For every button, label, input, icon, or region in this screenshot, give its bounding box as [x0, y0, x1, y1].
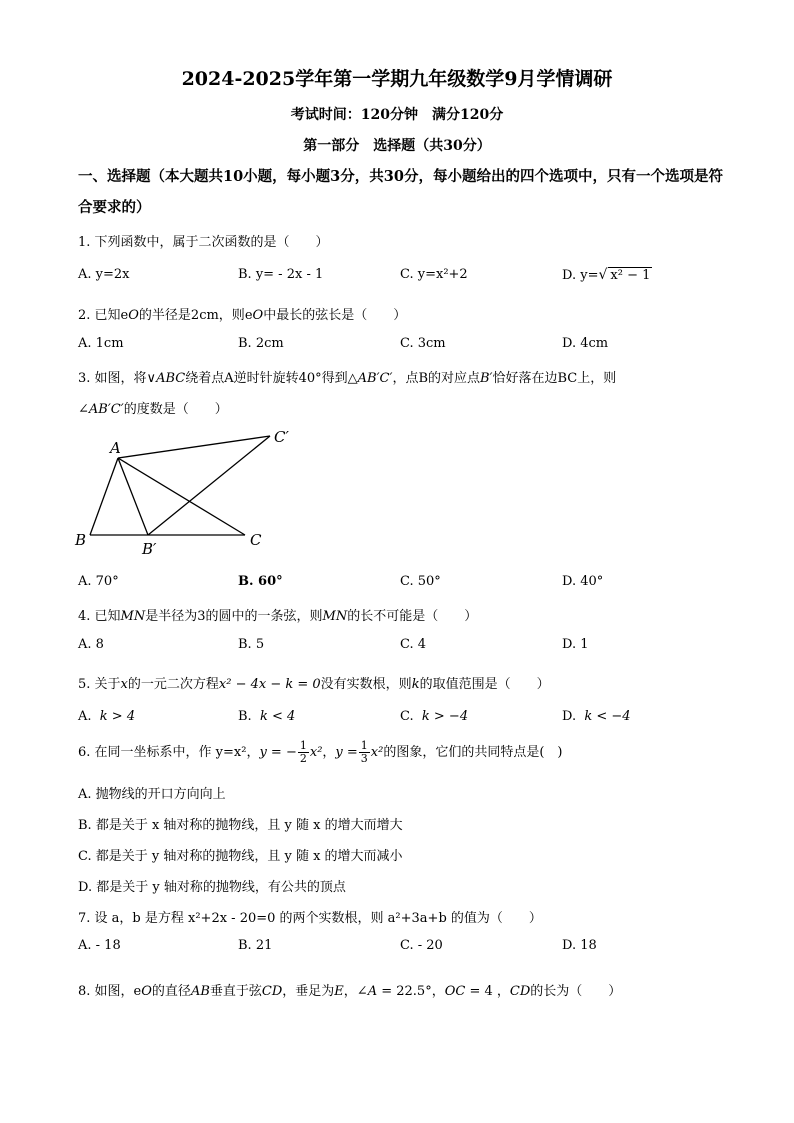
- segment-ac: [118, 458, 245, 535]
- q8-stem-part: 的长为（ ）: [530, 984, 622, 999]
- q4-option-b: B. 5: [238, 637, 265, 652]
- q7-stem: 7. 设 a，b 是方程 x²+2x - 20=0 的两个实数根，则 a²+3a+b 的值为（ ）: [78, 911, 542, 926]
- q5-stem-part: 没有实数根，则: [320, 677, 412, 692]
- q4-stem-part: 4. 已知: [78, 609, 121, 624]
- q4-stem: [78, 605, 477, 624]
- q7-option-b: B. 21: [238, 938, 273, 953]
- q1-stem: 1. 下列函数中，属于二次函数的是（ ）: [78, 235, 329, 250]
- q8-stem: [78, 980, 621, 999]
- label-a: A: [110, 439, 121, 457]
- q1-option-a: A. y=2x: [78, 267, 130, 282]
- q6-stem: [78, 740, 563, 765]
- q6-option-a: A. 抛物线的开口方向向上: [78, 787, 226, 802]
- label-b-prime: B′: [142, 540, 157, 558]
- page-title: 2024-2025学年第一学期九年级数学9月学情调研: [181, 68, 613, 90]
- math-b-prime: B′: [480, 371, 493, 386]
- segment-ab: [90, 458, 118, 535]
- q2-stem: [78, 304, 406, 323]
- q2-option-c: C. 3cm: [400, 336, 446, 351]
- q3-option-c: C. 50°: [400, 574, 441, 589]
- circle-symbol: e: [120, 308, 129, 323]
- fraction-denominator: 2: [299, 752, 307, 765]
- q3-stem-part: 3. 如图，将∨: [78, 371, 157, 386]
- q7-option-d: D. 18: [562, 938, 597, 953]
- q6-option-b: B. 都是关于 x 轴对称的抛物线，且 y 随 x 的增大而增大: [78, 818, 403, 833]
- q2-option-b: B. 2cm: [238, 336, 284, 351]
- math-cd: CD: [261, 984, 283, 999]
- q8-stem-part: 的直径: [151, 984, 191, 999]
- q3-stem-part: ∠: [78, 402, 89, 417]
- q3-option-d: D. 40°: [562, 574, 604, 589]
- fraction-one-half: [298, 740, 309, 765]
- q4-option-c: C. 4: [400, 637, 427, 652]
- q1-option-d: D. y=√ x² − 1: [562, 267, 651, 283]
- q1-option-d-radicand: x² − 1: [610, 268, 651, 283]
- q3-option-a: A. 70°: [78, 574, 119, 589]
- label-c: C: [250, 531, 262, 549]
- q3-stem-part: 的度数是（ ）: [123, 402, 228, 417]
- option-letter: C.: [400, 709, 414, 724]
- separator: ，: [322, 745, 336, 760]
- q8-stem-part: = 22.5°，: [377, 984, 445, 999]
- q3-stem-part: 绕着点A逆时针旋转40°得到△: [185, 371, 358, 386]
- label-b: B: [75, 531, 87, 549]
- math-mn: MN: [322, 609, 348, 624]
- math-oc: OC: [444, 984, 466, 999]
- math-o: O: [252, 308, 264, 323]
- math-expr: x²: [370, 745, 384, 760]
- q2-stem-part: 的半径是2cm，则: [138, 308, 245, 323]
- q3-option-b: B. 60°: [238, 574, 283, 589]
- fraction-numerator: 1: [360, 739, 368, 752]
- q2-stem-part: 2. 已知: [78, 308, 121, 323]
- circle-symbol: e: [244, 308, 253, 323]
- q2-stem-part: 中最长的弦长是（ ）: [263, 308, 407, 323]
- q5-stem: [78, 673, 550, 692]
- fraction-denominator: 3: [360, 752, 368, 765]
- q6-option-c: C. 都是关于 y 轴对称的抛物线，且 y 随 x 的增大而减小: [78, 849, 403, 864]
- math-expr: x²: [309, 745, 323, 760]
- q2-option-d: D. 4cm: [562, 336, 609, 351]
- q3-stem-line2: [78, 398, 228, 417]
- q7-option-a: A. - 18: [78, 938, 121, 953]
- math-e: E: [334, 984, 344, 999]
- q3-figure: [70, 420, 300, 560]
- option-expression: k > −4: [421, 709, 469, 724]
- q1-option-d-prefix: D. y=: [562, 268, 599, 283]
- option-expression: k < −4: [584, 709, 631, 724]
- segment-ab-prime: [118, 458, 148, 535]
- option-expression: k > 4: [99, 709, 136, 724]
- option-letter: B.: [238, 709, 252, 724]
- q5-option-c: [400, 709, 468, 724]
- q6-stem-part: 的图象，它们的共同特点是( ): [383, 745, 563, 760]
- q4-stem-part: 是半径为3的圆中的一条弦，则: [145, 609, 323, 624]
- q6-option-d: D. 都是关于 y 轴对称的抛物线，有公共的顶点: [78, 880, 346, 895]
- option-letter: A.: [78, 709, 92, 724]
- math-k: k: [411, 677, 420, 692]
- math-equation: x² − 4x − k = 0: [218, 677, 321, 692]
- q8-stem-part: ，垂足为: [282, 984, 335, 999]
- math-expr: y =: [335, 745, 358, 760]
- q8-stem-part: ，∠: [343, 984, 368, 999]
- exam-info: 考试时间：120分钟 满分120分: [290, 107, 504, 123]
- q5-option-d: [562, 709, 631, 724]
- q1-option-c: C. y=x²+2: [400, 267, 468, 282]
- q5-option-a: [78, 709, 135, 724]
- math-mn: MN: [120, 609, 146, 624]
- q4-option-d: D. 1: [562, 637, 589, 652]
- q4-option-a: A. 8: [78, 637, 104, 652]
- math-expr: y = −: [259, 745, 297, 760]
- q5-stem-part: 的一元二次方程: [127, 677, 219, 692]
- math-angle: AB′C′: [88, 402, 124, 417]
- q6-stem-part: 6. 在同一坐标系中，作 y=x²，: [78, 745, 260, 760]
- math-abc-prime: AB′C′: [357, 371, 393, 386]
- math-o: O: [128, 308, 139, 323]
- fraction-one-third: [359, 740, 370, 765]
- option-expression: k < 4: [259, 709, 296, 724]
- part-title: 第一部分 选择题（共30分）: [303, 138, 491, 154]
- q2-option-a: A. 1cm: [78, 336, 124, 351]
- q3-stem-part: 恰好落在边BC上，则: [492, 371, 617, 386]
- fraction-numerator: 1: [299, 739, 307, 752]
- q3-stem-part: ，点B的对应点: [392, 371, 480, 386]
- math-o: O: [141, 984, 152, 999]
- option-letter: D.: [562, 709, 577, 724]
- q4-stem-part: 的长不可能是（ ）: [347, 609, 478, 624]
- q5-option-b: [238, 709, 295, 724]
- q5-stem-part: 5. 关于: [78, 677, 121, 692]
- circle-symbol: e: [133, 984, 142, 999]
- math-cd: CD: [509, 984, 531, 999]
- q8-stem-part: 8. 如图，: [78, 984, 134, 999]
- q5-stem-part: 的取值范围是（ ）: [419, 677, 550, 692]
- math-x: x: [120, 677, 128, 692]
- math-a: A: [367, 984, 378, 999]
- q1-option-b: B. y= - 2x - 1: [238, 267, 324, 282]
- q8-stem-part: 垂直于弦: [209, 984, 262, 999]
- q8-stem-part: = 4 ，: [465, 984, 510, 999]
- q7-option-c: C. - 20: [400, 938, 443, 953]
- math-ab: AB: [190, 984, 210, 999]
- label-c-prime: C′: [274, 428, 289, 446]
- q3-stem-line1: [78, 367, 616, 386]
- math-abc: ABC: [156, 371, 186, 386]
- section-heading: 一、选择题（本大题共10小题，每小题3分，共30分，每小题给出的四个选项中，只有一个选项是符合要求的）: [78, 168, 723, 216]
